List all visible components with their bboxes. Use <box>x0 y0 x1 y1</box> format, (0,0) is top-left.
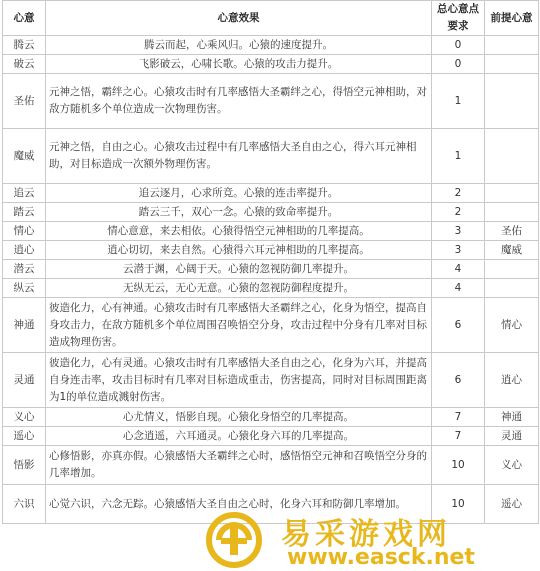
cell-effect: 无纵无云，无心无意。心猿的忽视防御程度提升。 <box>46 279 432 298</box>
table-row <box>3 184 539 203</box>
cell-prereq <box>485 55 539 74</box>
cell-points: 2 <box>432 203 485 222</box>
cell-name: 魔威 <box>3 129 46 184</box>
table-row <box>3 408 539 427</box>
cell-effect: 腾云而起，心乘风归。心猿的速度提升。 <box>46 36 432 55</box>
cell-name: 腾云 <box>3 36 46 55</box>
watermark-title: 易采游戏网 <box>281 517 451 552</box>
cell-points: 6 <box>432 353 485 408</box>
cell-name: 追云 <box>3 184 46 203</box>
cell-prereq: 遥心 <box>485 485 539 524</box>
cell-name: 六识 <box>3 485 46 524</box>
table-row <box>3 222 539 241</box>
cell-points: 10 <box>432 446 485 485</box>
cell-name: 圣佑 <box>3 74 46 129</box>
cell-points: 1 <box>432 74 485 129</box>
table-row <box>3 55 539 74</box>
cell-effect: 心念逍遥，六耳通灵。心猿化身六耳的几率提高。 <box>46 427 432 446</box>
header-effect: 心意效果 <box>46 1 432 36</box>
cell-points: 6 <box>432 298 485 353</box>
cell-prereq <box>485 184 539 203</box>
cell-name: 纵云 <box>3 279 46 298</box>
cell-points: 0 <box>432 36 485 55</box>
cell-effect: 心修悟影，亦真亦假。心猿感悟大圣霸绊之心时，感悟悟空元神和召唤悟空分身的几率增加。 <box>46 446 432 485</box>
cell-points: 2 <box>432 184 485 203</box>
cell-prereq <box>485 129 539 184</box>
cell-prereq: 圣佑 <box>485 222 539 241</box>
cell-points: 4 <box>432 260 485 279</box>
cell-effect: 彼造化力，心有灵通。心猿攻击时有几率感悟大圣自由之心，化身为六耳，并提高自身连击率，攻击目标时有几率对目标造成重击，伤害提高，同时对目标周围距离为1的单位造成溅射伤害。 <box>46 353 432 408</box>
cell-name: 灵通 <box>3 353 46 408</box>
cell-effect: 云潜于渊，心阔于天。心猿的忽视防御几率提升。 <box>46 260 432 279</box>
site-watermark <box>203 505 538 571</box>
cell-name: 情心 <box>3 222 46 241</box>
cell-name: 逍心 <box>3 241 46 260</box>
cell-points: 7 <box>432 408 485 427</box>
table-row <box>3 203 539 222</box>
cell-effect: 心觉六识，六念无踪。心猿感悟大圣自由之心时，化身六耳和防御几率增加。 <box>46 485 432 524</box>
site-logo-icon <box>203 511 265 569</box>
cell-prereq: 魔威 <box>485 241 539 260</box>
watermark-url: www.easck.net <box>287 545 475 570</box>
cell-prereq: 情心 <box>485 298 539 353</box>
cell-prereq: 神通 <box>485 408 539 427</box>
cell-points: 3 <box>432 241 485 260</box>
cell-name: 遥心 <box>3 427 46 446</box>
cell-prereq <box>485 74 539 129</box>
cell-effect: 飞影破云，心啸长歌。心猿的攻击力提升。 <box>46 55 432 74</box>
table-row <box>3 427 539 446</box>
cell-name: 破云 <box>3 55 46 74</box>
cell-effect: 追云逐月，心求所竞。心猿的连击率提升。 <box>46 184 432 203</box>
cell-effect: 情心意意，来去相依。心猿得悟空元神相助的几率提高。 <box>46 222 432 241</box>
cell-name: 悟影 <box>3 446 46 485</box>
table-row <box>3 446 539 485</box>
cell-prereq: 灵通 <box>485 427 539 446</box>
cell-prereq <box>485 260 539 279</box>
cell-name: 潜云 <box>3 260 46 279</box>
table-row <box>3 260 539 279</box>
table-row <box>3 36 539 55</box>
header-prereq: 前提心意 <box>485 1 539 36</box>
cell-effect: 心尤情义，悟影自现。心猿化身悟空的几率提高。 <box>46 408 432 427</box>
table-row <box>3 279 539 298</box>
cell-name: 义心 <box>3 408 46 427</box>
table-row <box>3 74 539 129</box>
cell-effect: 彼造化力，心有神通。心猿攻击时有几率感悟大圣霸绊之心，化身为悟空，提高自身攻击力，在敌方随机多个单位周围召唤悟空分身，攻击过程中分身有几率对目标造成物理伤害。 <box>46 298 432 353</box>
cell-points: 10 <box>432 485 485 524</box>
cell-prereq: 逍心 <box>485 353 539 408</box>
cell-effect: 逍心切切，来去自然。心猿得六耳元神相助的几率提高。 <box>46 241 432 260</box>
cell-prereq <box>485 279 539 298</box>
cell-name: 神通 <box>3 298 46 353</box>
header-points: 总心意点要求 <box>432 1 485 36</box>
cell-effect: 踏云三千，双心一念。心猿的致命率提升。 <box>46 203 432 222</box>
table-row <box>3 298 539 353</box>
table-row <box>3 241 539 260</box>
table-row <box>3 129 539 184</box>
cell-effect: 元神之悟，霸绊之心。心猿攻击时有几率感悟大圣霸绊之心，得悟空元神相助，对敌方随机多个单位造成一次物理伤害。 <box>46 74 432 129</box>
cell-name: 踏云 <box>3 203 46 222</box>
table-row <box>3 353 539 408</box>
cell-points: 0 <box>432 55 485 74</box>
cell-points: 3 <box>432 222 485 241</box>
mind-intent-table <box>2 0 539 524</box>
cell-prereq <box>485 203 539 222</box>
cell-prereq: 义心 <box>485 446 539 485</box>
table-header-row <box>3 1 539 36</box>
cell-points: 4 <box>432 279 485 298</box>
cell-effect: 元神之悟，自由之心。心猿攻击过程中有几率感悟大圣自由之心，得六耳元神相助，对目标造成一次额外物理伤害。 <box>46 129 432 184</box>
cell-points: 7 <box>432 427 485 446</box>
header-name: 心意 <box>3 1 46 36</box>
cell-points: 1 <box>432 129 485 184</box>
cell-prereq <box>485 36 539 55</box>
